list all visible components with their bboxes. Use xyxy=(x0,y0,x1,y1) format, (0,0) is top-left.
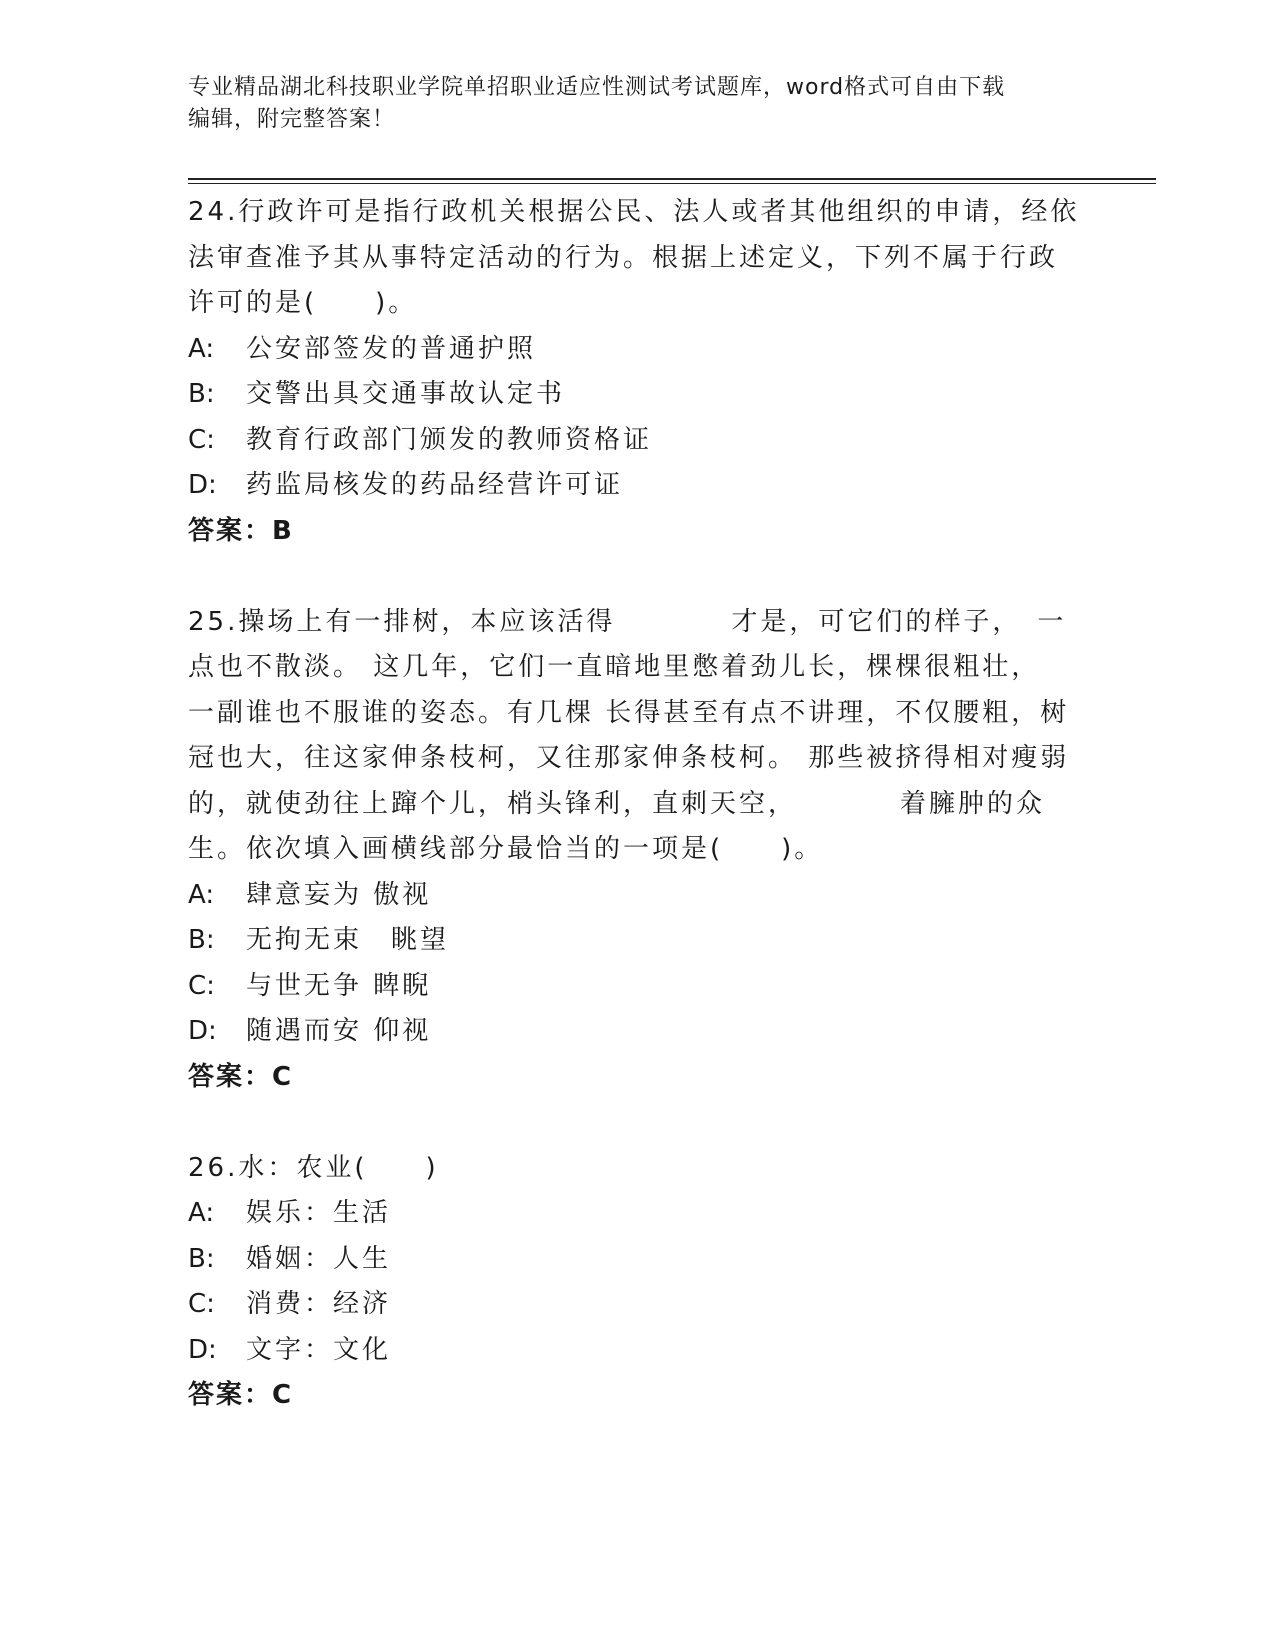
option-c xyxy=(188,1282,1088,1328)
question-25 xyxy=(188,600,1088,1101)
option-key: C: xyxy=(188,1289,215,1319)
option-b xyxy=(188,1237,1088,1283)
header-divider-thin xyxy=(188,183,1156,184)
option-text: 消费：经济 xyxy=(246,1289,392,1319)
option-text: 娱乐：生活 xyxy=(246,1198,392,1228)
option-text: 教育行政部门颁发的教师资格证 xyxy=(246,424,653,455)
option-c xyxy=(188,418,1088,464)
option-text: 文字：文化 xyxy=(246,1334,392,1365)
option-key: B: xyxy=(188,1243,215,1274)
stem-line: 点也不散淡。 这几年，它们一直暗地里憋着劲儿长，棵棵很粗壮， xyxy=(188,652,1041,682)
option-text: 药监局核发的药品经营许可证 xyxy=(246,470,624,500)
stem-line: 26.水：农业( ) xyxy=(188,1152,439,1183)
question-spacer xyxy=(188,1100,1088,1146)
question-26 xyxy=(188,1146,1088,1419)
option-key: C: xyxy=(188,424,215,455)
option-key: A: xyxy=(188,333,215,364)
header-divider-thick xyxy=(188,178,1156,180)
stem-line: 法审查准予其从事特定活动的行为。根据上述定义，下列不属于行政 xyxy=(188,242,1059,273)
option-d xyxy=(188,1009,1088,1055)
question-spacer xyxy=(188,554,1088,600)
stem-line: 许可的是( )。 xyxy=(188,288,418,318)
question-24 xyxy=(188,190,1088,554)
stem-line: 25.操场上有一排树，本应该活得 才是，可它们的样子， 一 xyxy=(188,606,1067,637)
option-key: A: xyxy=(188,1198,215,1228)
question-list xyxy=(188,190,1088,1419)
option-a xyxy=(188,327,1088,373)
option-text: 与世无争 睥睨 xyxy=(246,970,432,1001)
answer-line: 答案：B xyxy=(188,515,294,546)
option-c xyxy=(188,964,1088,1010)
option-key: A: xyxy=(188,879,215,910)
header-line-2: 编辑，附完整答案！ xyxy=(188,107,396,132)
option-a xyxy=(188,873,1088,919)
option-key: B: xyxy=(188,379,215,409)
option-key: D: xyxy=(188,1016,217,1046)
option-text: 交警出具交通事故认定书 xyxy=(246,379,566,409)
option-key: B: xyxy=(188,925,215,955)
option-key: D: xyxy=(188,470,217,500)
question-stem xyxy=(188,1146,1088,1192)
question-stem xyxy=(188,190,1088,327)
option-text: 无拘无束 眺望 xyxy=(246,925,450,955)
option-b xyxy=(188,918,1088,964)
option-text: 肆意妄为 傲视 xyxy=(246,879,432,910)
page-header xyxy=(188,72,1068,136)
option-key: D: xyxy=(188,1334,217,1365)
option-text: 随遇而安 仰视 xyxy=(246,1016,432,1046)
stem-line: 冠也大，往这家伸条枝柯，又往那家伸条枝柯。 那些被挤得相对瘦弱 xyxy=(188,743,1070,773)
option-a xyxy=(188,1191,1088,1237)
answer-line: 答案：C xyxy=(188,1061,294,1092)
answer-line: 答案：C xyxy=(188,1380,294,1410)
option-b xyxy=(188,372,1088,418)
header-line-1: 专业精品湖北科技职业学院单招职业适应性测试考试题库，word格式可自由下载 xyxy=(188,75,1006,100)
option-text: 婚姻：人生 xyxy=(246,1243,392,1274)
option-d xyxy=(188,1328,1088,1374)
question-stem xyxy=(188,600,1088,873)
stem-line: 生。依次填入画横线部分最恰当的一项是( )。 xyxy=(188,834,824,864)
stem-line: 24.行政许可是指行政机关根据公民、法人或者其他组织的申请，经依 xyxy=(188,197,1080,227)
option-key: C: xyxy=(188,970,215,1001)
option-text: 公安部签发的普通护照 xyxy=(246,333,537,364)
stem-line: 一副谁也不服谁的姿态。有几棵 长得甚至有点不讲理，不仅腰粗，树 xyxy=(188,697,1070,728)
stem-line: 的，就使劲往上蹿个儿，梢头锋利，直刺天空， 着臃肿的众 xyxy=(188,788,1046,819)
option-d xyxy=(188,463,1088,509)
